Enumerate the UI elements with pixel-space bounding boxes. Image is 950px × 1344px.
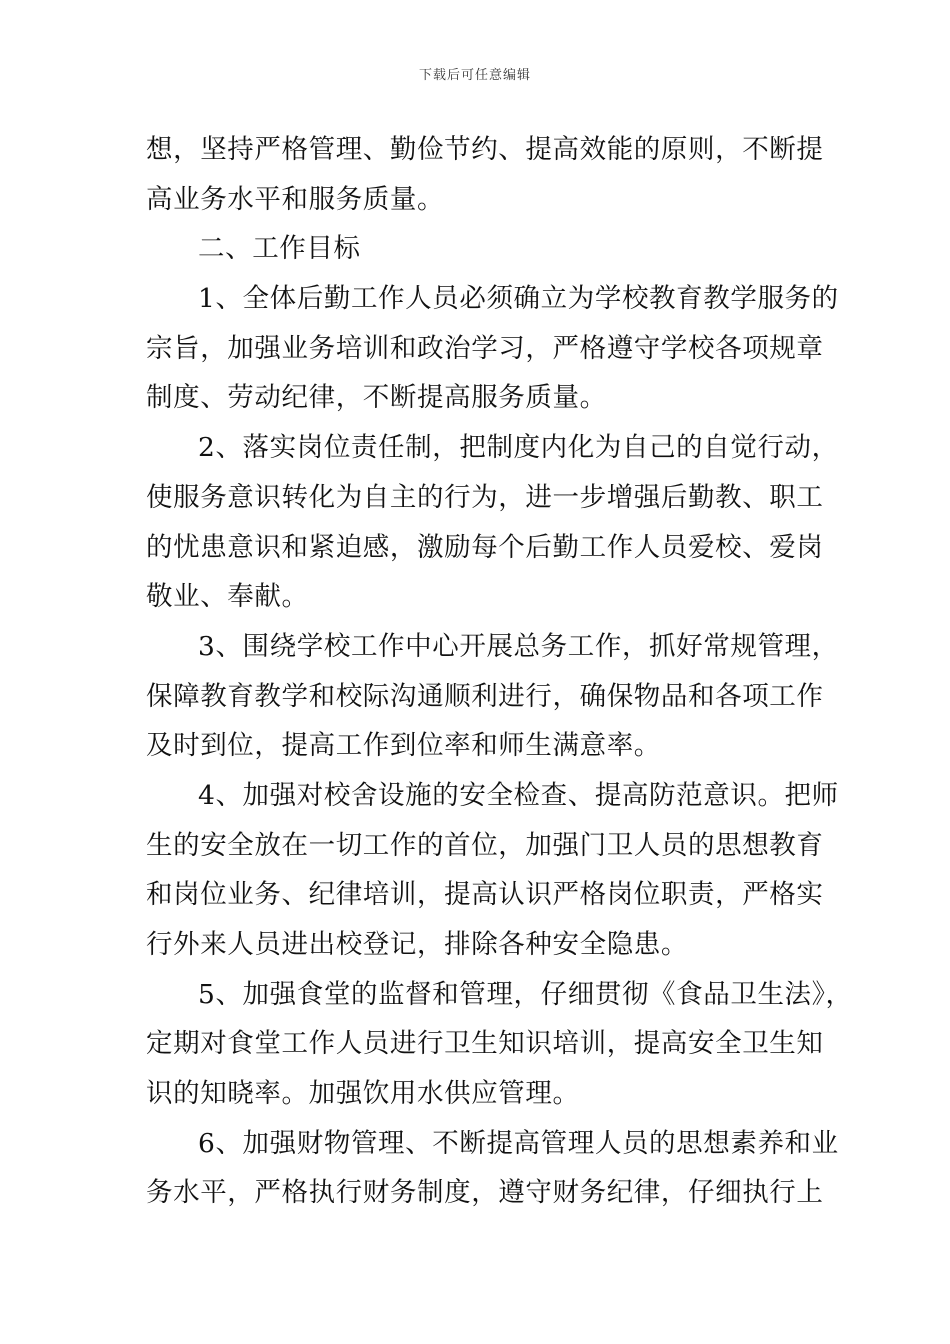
text-line: 务水平，严格执行财务制度，遵守财务纪律，仔细执行上 bbox=[146, 1177, 824, 1209]
text-line: 和岗位业务、纪律培训，提高认识严格岗位职责，严格实 bbox=[146, 879, 824, 911]
text-line: 4、加强对校舍设施的安全检查、提高防范意识。把师 bbox=[198, 779, 839, 811]
text-line: 1、全体后勤工作人员必须确立为学校教育教学服务的 bbox=[198, 283, 839, 315]
text-line: 行外来人员进出校登记，排除各种安全隐患。 bbox=[146, 929, 688, 960]
text-line: 5、加强食堂的监督和管理，仔细贯彻《食品卫生法》， bbox=[198, 978, 853, 1010]
text-line: 3、围绕学校工作中心开展总务工作，抓好常规管理， bbox=[198, 630, 839, 662]
text-line: 的忧患意识和紧迫感，激励每个后勤工作人员爱校、爱岗 bbox=[146, 531, 824, 563]
text-line: 制度、劳动纪律，不断提高服务质量。 bbox=[146, 382, 607, 414]
text-line: 生的安全放在一切工作的首位，加强门卫人员的思想教育 bbox=[146, 829, 824, 861]
text-line: 保障教育教学和校际沟通顺利进行，确保物品和各项工作 bbox=[146, 680, 824, 712]
text-line: 宗旨，加强业务培训和政治学习，严格遵守学校各项规章 bbox=[146, 332, 824, 364]
text-line: 想，坚持严格管理、勤俭节约、提高效能的原则，不断提 bbox=[146, 134, 824, 165]
text-line: 高业务水平和服务质量。 bbox=[146, 183, 445, 215]
text-line: 使服务意识转化为自主的行为，进一步增强后勤教、职工 bbox=[146, 481, 824, 513]
document-body bbox=[146, 125, 853, 1218]
text-line: 定期对食堂工作人员进行卫生知识培训，提高安全卫生知 bbox=[146, 1028, 824, 1060]
text-line: 识的知晓率。加强饮用水供应管理。 bbox=[146, 1078, 580, 1110]
page-header: 下载后可任意编辑 bbox=[418, 68, 531, 83]
text-line: 敬业、奉献。 bbox=[146, 581, 309, 613]
text-line: 及时到位，提高工作到位率和师生满意率。 bbox=[146, 730, 661, 762]
section-heading: 二、工作目标 bbox=[198, 233, 361, 265]
text-line: 6、加强财物管理、不断提高管理人员的思想素养和业 bbox=[198, 1127, 839, 1159]
text-line: 2、落实岗位责任制，把制度内化为自己的自觉行动， bbox=[198, 432, 839, 464]
